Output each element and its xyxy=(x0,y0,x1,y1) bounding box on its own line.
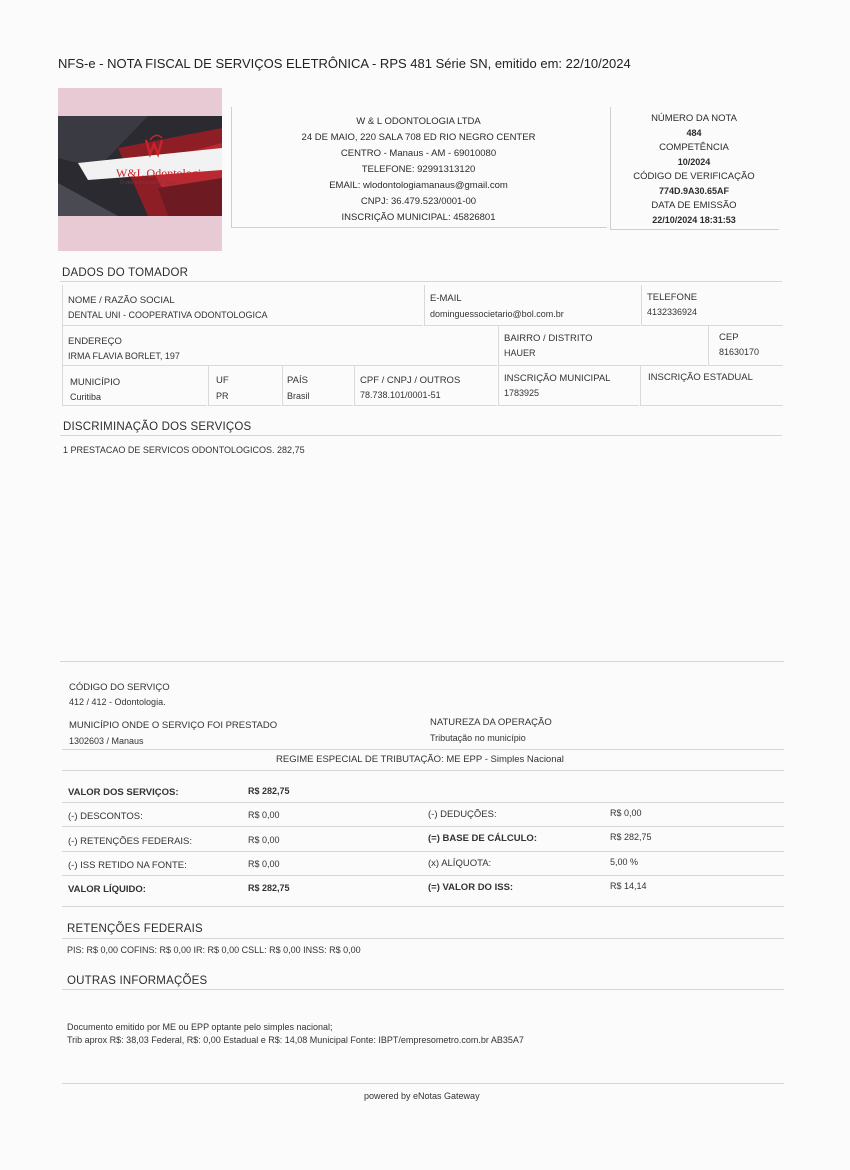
taker-municipal-reg-cell xyxy=(498,365,639,406)
operation-nature-label: NATUREZA DA OPERAÇÃO xyxy=(430,717,552,728)
federal-section-title: RETENÇÕES FEDERAIS xyxy=(67,923,203,935)
federal-taxes-line: PIS: R$ 0,00 COFINS: R$ 0,00 IR: R$ 0,00 CSLL: R$ 0,00 INSS: R$ 0,00 xyxy=(67,945,361,955)
divider xyxy=(60,281,782,282)
discounts-label: (-) DESCONTOS: xyxy=(68,811,143,822)
note-number-label: NÚMERO DA NOTA xyxy=(651,113,737,124)
net-value: R$ 282,75 xyxy=(248,883,290,893)
service-place-label: MUNICÍPIO ONDE O SERVIÇO FOI PRESTADO xyxy=(69,720,278,731)
issuer-email: EMAIL: wlodontologiamanaus@gmail.com xyxy=(329,180,508,191)
services-description: 1 PRESTACAO DE SERVICOS ODONTOLOGICOS. 282,75 xyxy=(63,445,305,455)
powered-by: powered by eNotas Gateway xyxy=(364,1091,480,1101)
deductions-label: (-) DEDUÇÕES: xyxy=(428,809,497,820)
taker-email-label: E-MAIL xyxy=(430,293,462,304)
document-title: NFS-e - NOTA FISCAL DE SERVIÇOS ELETRÔNICA - RPS 481 Série SN, emitido em: 22/10/2024 xyxy=(58,56,631,71)
verification-code: 774D.9A30.65AF xyxy=(658,186,730,196)
divider xyxy=(62,989,784,990)
federal-withholdings-value: R$ 0,00 xyxy=(248,835,280,845)
taker-address: IRMA FLAVIA BORLET, 197 xyxy=(68,351,180,361)
taker-municipal-reg: 1783925 xyxy=(504,388,540,398)
taker-email: dominguessocietario@bol.com.br xyxy=(430,309,564,319)
divider xyxy=(62,875,784,876)
logo-text: W&L Odontologia xyxy=(116,166,207,180)
services-section-title: DISCRIMINAÇÃO DOS SERVIÇOS xyxy=(63,421,252,433)
services-value-label: VALOR DOS SERVIÇOS: xyxy=(68,787,179,798)
issue-date-label: DATA DE EMISSÃO xyxy=(651,200,737,211)
divider xyxy=(62,802,784,803)
divider xyxy=(62,906,784,907)
competence-label: COMPETÊNCIA xyxy=(659,142,729,153)
divider xyxy=(60,435,782,436)
net-value-label: VALOR LÍQUIDO: xyxy=(68,884,146,895)
service-place: 1302603 / Manaus xyxy=(69,736,144,746)
taker-uf: PR xyxy=(216,391,229,401)
federal-withholdings-label: (-) RETENÇÕES FEDERAIS: xyxy=(68,836,193,847)
competence-value: 10/2024 xyxy=(677,157,711,167)
taker-email-cell xyxy=(424,285,640,326)
rate-label: (x) ALÍQUOTA: xyxy=(428,858,492,869)
divider xyxy=(62,851,784,852)
issuer-cnpj: CNPJ: 36.479.523/0001-00 xyxy=(360,196,477,207)
taker-doc: 78.738.101/0001-51 xyxy=(360,390,441,400)
taker-cep-label: CEP xyxy=(719,332,739,343)
taker-name-label: NOME / RAZÃO SOCIAL xyxy=(68,295,175,306)
divider xyxy=(62,938,784,939)
iss-value: R$ 14,14 xyxy=(610,881,647,891)
taker-cep: 81630170 xyxy=(719,347,760,357)
services-value: R$ 282,75 xyxy=(248,786,290,796)
other-info-line-1: Documento emitido por ME ou EPP optante pelo simples nacional; xyxy=(67,1022,333,1032)
taker-phone-label: TELEFONE xyxy=(647,292,698,303)
issuer-address: 24 DE MAIO, 220 SALA 708 ED RIO NEGRO CENTER xyxy=(301,132,536,143)
taker-name: DENTAL UNI - COOPERATIVA ODONTOLOGICA xyxy=(68,310,268,320)
taker-state-reg-label: INSCRIÇÃO ESTADUAL xyxy=(648,372,753,383)
taker-city-label: MUNICÍPIO xyxy=(70,377,121,388)
calculation-base-label: (=) BASE DE CÁLCULO: xyxy=(428,833,537,844)
tax-regime: REGIME ESPECIAL DE TRIBUTAÇÃO: ME EPP - Simples Nacional xyxy=(276,754,564,765)
divider xyxy=(62,826,784,827)
taker-uf-label: UF xyxy=(216,375,229,386)
note-number: 484 xyxy=(686,128,702,138)
calculation-base-value: R$ 282,75 xyxy=(610,832,652,842)
iss-withheld-value: R$ 0,00 xyxy=(248,859,280,869)
operation-nature: Tributação no município xyxy=(430,733,526,743)
issuer-municipal-reg: INSCRIÇÃO MUNICIPAL: 45826801 xyxy=(341,212,496,223)
issuer-district: CENTRO - Manaus - AM - 69010080 xyxy=(340,148,497,159)
issuer-name: W & L ODONTOLOGIA LTDA xyxy=(356,116,481,127)
divider xyxy=(62,749,784,750)
verification-label: CÓDIGO DE VERIFICAÇÃO xyxy=(633,171,755,182)
issue-date: 22/10/2024 18:31:53 xyxy=(652,215,736,225)
taker-address-label: ENDEREÇO xyxy=(68,336,122,347)
taker-district: HAUER xyxy=(504,348,536,358)
taker-city: Curitiba xyxy=(70,392,102,402)
taker-section-title: DADOS DO TOMADOR xyxy=(62,267,189,279)
iss-withheld-label: (-) ISS RETIDO NA FONTE: xyxy=(68,860,187,871)
taker-district-cell xyxy=(498,325,707,366)
issuer-phone: TELEFONE: 92991313120 xyxy=(361,164,476,175)
taker-doc-label: CPF / CNPJ / OUTROS xyxy=(360,375,461,386)
service-code-label: CÓDIGO DO SERVIÇO xyxy=(69,682,170,693)
rate-value: 5,00 % xyxy=(610,857,639,867)
logo-tagline: O seu sorriso em 1º lugar! xyxy=(120,180,178,186)
note-meta-box xyxy=(610,107,779,230)
divider xyxy=(62,1083,784,1084)
company-logo xyxy=(58,88,222,251)
taker-district-label: BAIRRO / DISTRITO xyxy=(504,333,593,344)
taker-municipal-reg-label: INSCRIÇÃO MUNICIPAL xyxy=(504,373,611,384)
divider xyxy=(60,661,784,662)
divider xyxy=(62,770,784,771)
discounts-value: R$ 0,00 xyxy=(248,810,280,820)
other-info-line-2: Trib aprox R$: 38,03 Federal, R$: 0,00 Estadual e R$: 14,08 Municipal Fonte: IBPT/empresometro.com.br AB35A7 xyxy=(67,1035,524,1045)
taker-phone: 4132336924 xyxy=(647,307,698,317)
other-info-section-title: OUTRAS INFORMAÇÕES xyxy=(67,975,208,987)
taker-country-label: PAÍS xyxy=(287,375,308,386)
taker-country: Brasil xyxy=(287,391,310,401)
deductions-value: R$ 0,00 xyxy=(610,808,642,818)
service-code: 412 / 412 - Odontologia. xyxy=(69,697,166,707)
iss-value-label: (=) VALOR DO ISS: xyxy=(428,882,514,893)
